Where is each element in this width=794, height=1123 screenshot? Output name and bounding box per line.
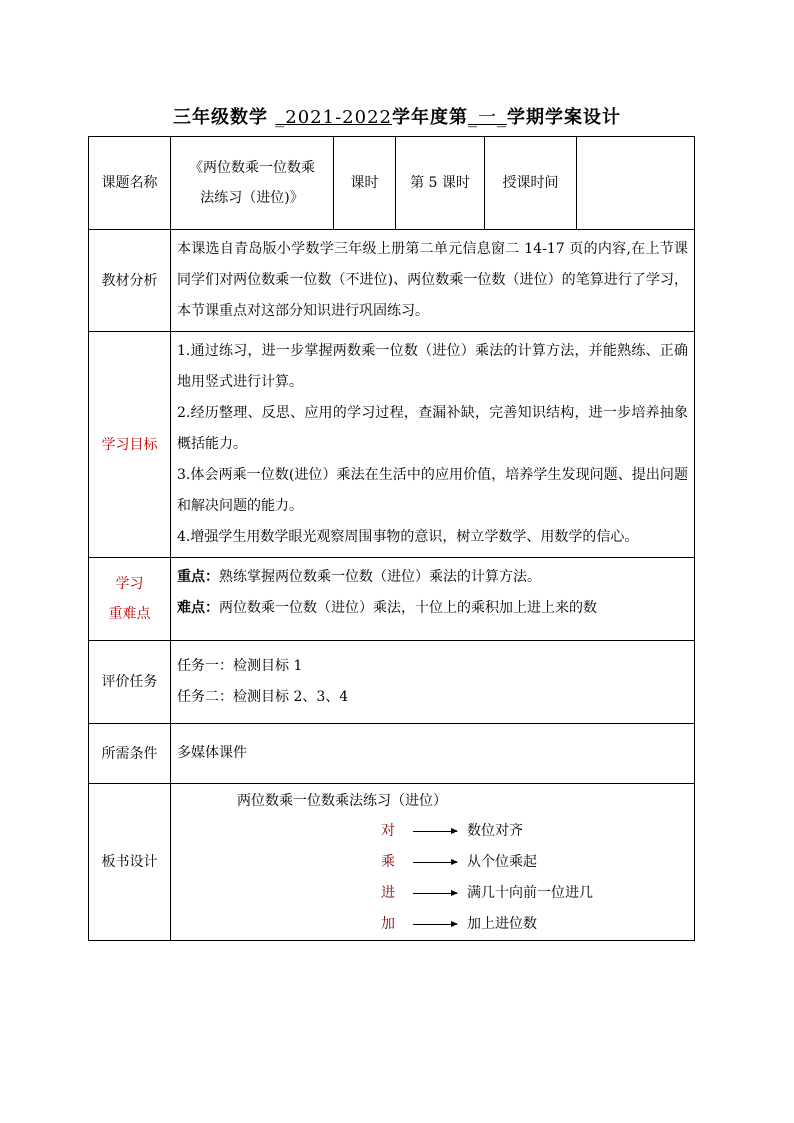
difficulty-text: 两位数乘一位数（进位）乘法，十位上的乘积加上进上来的数 <box>219 600 597 616</box>
learning-goal-item: 4.增强学生用数学眼光观察周围事物的意识，树立学数学、用数学的信心。 <box>177 529 639 545</box>
topic-line-2: 法练习（进位)》 <box>200 190 304 206</box>
board-design-content <box>171 784 695 941</box>
board-design-row <box>89 784 695 941</box>
focus-line <box>177 562 688 593</box>
key-points-row <box>89 558 695 641</box>
evaluation-content <box>171 641 695 724</box>
right-arrow-icon <box>413 924 457 925</box>
conditions-row <box>89 724 695 784</box>
material-analysis-text: 本课选自青岛版小学数学三年级上册第二单元信息窗二 14-17 页的内容,在上节课同学们对两位数乘一位数（不进位)、两位数乘一位数（进位）的笔算进行了学习，本节课重点对这部分知识进行巩固练习。 <box>171 230 695 332</box>
key-points-content <box>171 558 695 641</box>
right-arrow-icon <box>413 862 457 863</box>
material-analysis-label: 教材分析 <box>89 230 171 332</box>
board-design-label: 板书设计 <box>89 784 171 941</box>
time-value <box>577 137 695 230</box>
board-title: 两位数乘一位数乘法练习（进位） <box>237 793 447 809</box>
topic-label: 课题名称 <box>89 137 171 230</box>
board-key-char: 对 <box>381 823 395 839</box>
board-key-char: 乘 <box>381 854 395 870</box>
conditions-value: 多媒体课件 <box>171 724 695 784</box>
difficulty-line <box>177 593 688 624</box>
board-key-text: 加上进位数 <box>467 916 537 932</box>
right-arrow-icon <box>413 893 457 894</box>
period-label: 课时 <box>334 137 396 230</box>
evaluation-row <box>89 641 695 724</box>
board-row <box>171 909 694 940</box>
header-row <box>89 137 695 230</box>
lesson-plan-table <box>88 136 695 941</box>
title-suffix: 学期学案设计 <box>506 107 621 128</box>
evaluation-label: 评价任务 <box>89 641 171 724</box>
title-mid: 学年度第 <box>391 107 468 128</box>
focus-text: 熟练掌握两位数乘一位数（进位）乘法的计算方法。 <box>219 569 541 585</box>
right-arrow-icon <box>413 831 457 832</box>
board-key-char: 加 <box>381 916 395 932</box>
title-term: _一_ <box>467 107 507 128</box>
evaluation-task-2: 任务二：检测目标 2、3、4 <box>177 689 349 705</box>
board-key-text: 满几十向前一位进几 <box>467 885 593 901</box>
board-row <box>171 878 694 909</box>
board-key-char: 进 <box>381 885 395 901</box>
learning-goal-item: 2.经历整理、反思、应用的学习过程，查漏补缺，完善知识结构，进一步培养抽象概括能力。 <box>177 405 688 452</box>
board-row <box>171 847 694 878</box>
learning-goals-row <box>89 332 695 558</box>
focus-label: 重点： <box>177 569 219 585</box>
learning-goals-label: 学习目标 <box>89 332 171 558</box>
evaluation-task-1: 任务一：检测目标 1 <box>177 658 303 674</box>
learning-goal-item: 3.体会两乘一位数(进位）乘法在生活中的应用价值，培养学生发现问题、提出问题和解决问题的能力。 <box>177 467 688 514</box>
key-points-label-line-1: 学习 <box>115 576 144 592</box>
key-points-label <box>89 558 171 641</box>
title-prefix: 三年级数学 <box>173 107 276 128</box>
topic-line-1: 《两位数乘一位数乘 <box>189 160 315 176</box>
title-years: _2021-2022 <box>275 107 392 128</box>
material-analysis-row <box>89 230 695 332</box>
document-title <box>0 103 794 129</box>
learning-goal-item: 1.通过练习，进一步掌握两数乘一位数（进位）乘法的计算方法，并能熟练、正确地用竖式进行计算。 <box>177 343 688 390</box>
time-label: 授课时间 <box>485 137 577 230</box>
learning-goals-list <box>171 332 695 558</box>
difficulty-label: 难点： <box>177 600 219 616</box>
conditions-label: 所需条件 <box>89 724 171 784</box>
topic-value <box>171 137 334 230</box>
board-key-text: 数位对齐 <box>467 823 523 839</box>
key-points-label-line-2: 重难点 <box>108 606 151 622</box>
period-value: 第 5 课时 <box>396 137 485 230</box>
board-key-text: 从个位乘起 <box>467 854 537 870</box>
board-row <box>171 816 694 847</box>
